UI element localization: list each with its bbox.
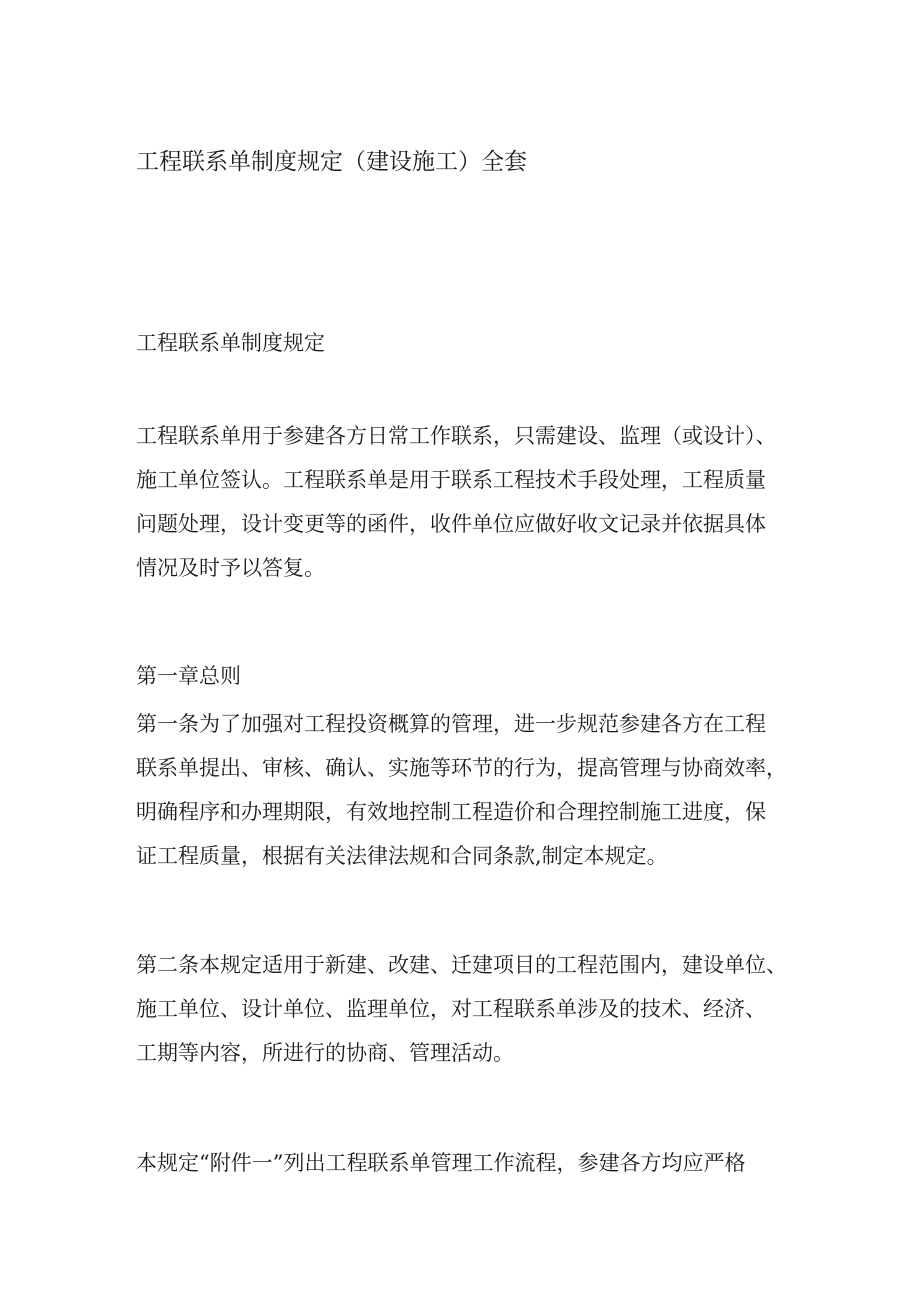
text-line: 本规定“附件一”列出工程联系单管理工作流程，参建各方均应严格 [136,1151,746,1175]
text-line: 明确程序和办理期限，有效地控制工程造价和合理控制施工进度，保 [136,800,766,824]
article-3-paragraph [136,1141,806,1185]
article-1-paragraph [136,702,806,878]
text-line: 第一条为了加强对工程投资概算的管理，进一步规范参建各方在工程 [136,712,766,736]
text-line: 施工单位签认。工程联系单是用于联系工程技术手段处理，工程质量 [136,468,766,492]
text-line: 情况及时予以答复。 [136,556,325,580]
text-line: 联系单提出、审核、确认、实施等环节的行为，提高管理与协商效率， [136,756,787,780]
text-line: 证工程质量，根据有关法律法规和合同条款,制定本规定。 [136,844,668,868]
text-line: 施工单位、设计单位、监理单位，对工程联系单涉及的技术、经济、 [136,997,766,1021]
text-line: 问题处理，设计变更等的函件，收件单位应做好收文记录并依据具体 [136,512,766,536]
intro-paragraph [136,414,806,590]
chapter-heading: 第一章总则 [136,664,241,688]
text-line: 第二条本规定适用于新建、改建、迁建项目的工程范围内，建设单位、 [136,953,787,977]
text-line: 工程联系单用于参建各方日常工作联系，只需建设、监理（或设计）、 [136,424,777,448]
text-line: 工期等内容，所进行的协商、管理活动。 [136,1041,514,1065]
document-title: 工程联系单制度规定（建设施工）全套 [136,149,527,175]
section-heading: 工程联系单制度规定 [136,331,325,355]
article-2-paragraph [136,943,806,1075]
